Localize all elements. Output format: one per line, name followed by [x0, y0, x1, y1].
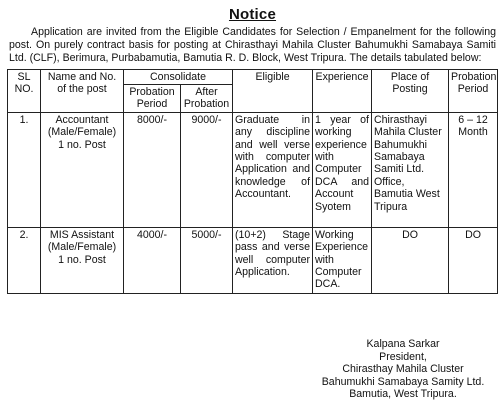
cell-probation-pay: 8000/-: [124, 112, 181, 227]
table-row: [8, 227, 498, 293]
header-probation: Probation Period: [449, 69, 498, 112]
cell-sl: 2.: [8, 227, 41, 293]
cell-probation: DO: [449, 227, 498, 293]
signatory-place: Bamutia, West Tripura.: [349, 388, 457, 401]
cell-place: DO: [372, 227, 449, 293]
cell-after-pay: 5000/-: [181, 227, 233, 293]
cell-probation-pay: 4000/-: [124, 227, 181, 293]
header-consolidate: Consolidate: [124, 69, 233, 84]
header-experience: Experience: [313, 69, 372, 112]
cell-eligible: (10+2) Stage pass and verse well computer Application.: [233, 227, 313, 293]
cell-sl: 1.: [8, 112, 41, 227]
header-place: Place of Posting: [372, 69, 449, 112]
signatory-name: Kalpana Sarkar: [366, 338, 440, 350]
header-post-name: Name and No. of the post: [41, 69, 124, 112]
header-probation-pay: Probation Period: [124, 85, 181, 113]
signatory-designation: President,: [379, 350, 427, 363]
notice-intro: Application are invited from the Eligible Candidates for Selection / Empanelment for the following post. On purely contract basis for posting at Chirasthayi Mahila Cluster Bahumukhi Samabaya Samiti Ltd. (CLF), Berimura, Purbabamutia, Bamutia R. D. Block, West Tripura. The details tabulated below:: [9, 26, 496, 65]
cell-place: Chirasthayi Mahila Cluster Bahumukhi Samabaya Samiti Ltd. Office, Bamutia West Tripura: [372, 112, 449, 227]
cell-eligible: Graduate in any discipline and well verse with computer Application and knowledge of Accountant.: [233, 112, 313, 227]
signatory-org-line2: Bahumukhi Samabaya Samity Ltd.: [321, 375, 485, 388]
posts-table: [7, 69, 498, 294]
post-gender: (Male/Female): [47, 241, 117, 254]
header-after-probation: After Probation: [181, 85, 233, 113]
post-name: Accountant: [55, 113, 109, 126]
header-eligible: Eligible: [233, 69, 313, 112]
table-row: [8, 112, 498, 227]
cell-probation: 6 – 12 Month: [449, 112, 498, 227]
notice-title: Notice: [228, 6, 277, 23]
post-count: 1 no. Post: [58, 138, 106, 151]
signatory-org-line1: Chirasthay Mahila Cluster: [342, 363, 464, 376]
post-name: MIS Assistant: [49, 228, 115, 241]
table-header-row: [8, 69, 498, 84]
post-count: 1 no. Post: [58, 253, 106, 266]
cell-post: [41, 112, 124, 227]
cell-after-pay: 9000/-: [181, 112, 233, 227]
signature-block: [308, 338, 498, 401]
post-gender: (Male/Female): [47, 126, 117, 139]
cell-experience: 1 year of working experience with Computer DCA and Account Syotem: [313, 112, 372, 227]
cell-post: [41, 227, 124, 293]
cell-experience: Working Experience with Computer DCA.: [313, 227, 372, 293]
header-sl: SL NO.: [8, 69, 41, 112]
